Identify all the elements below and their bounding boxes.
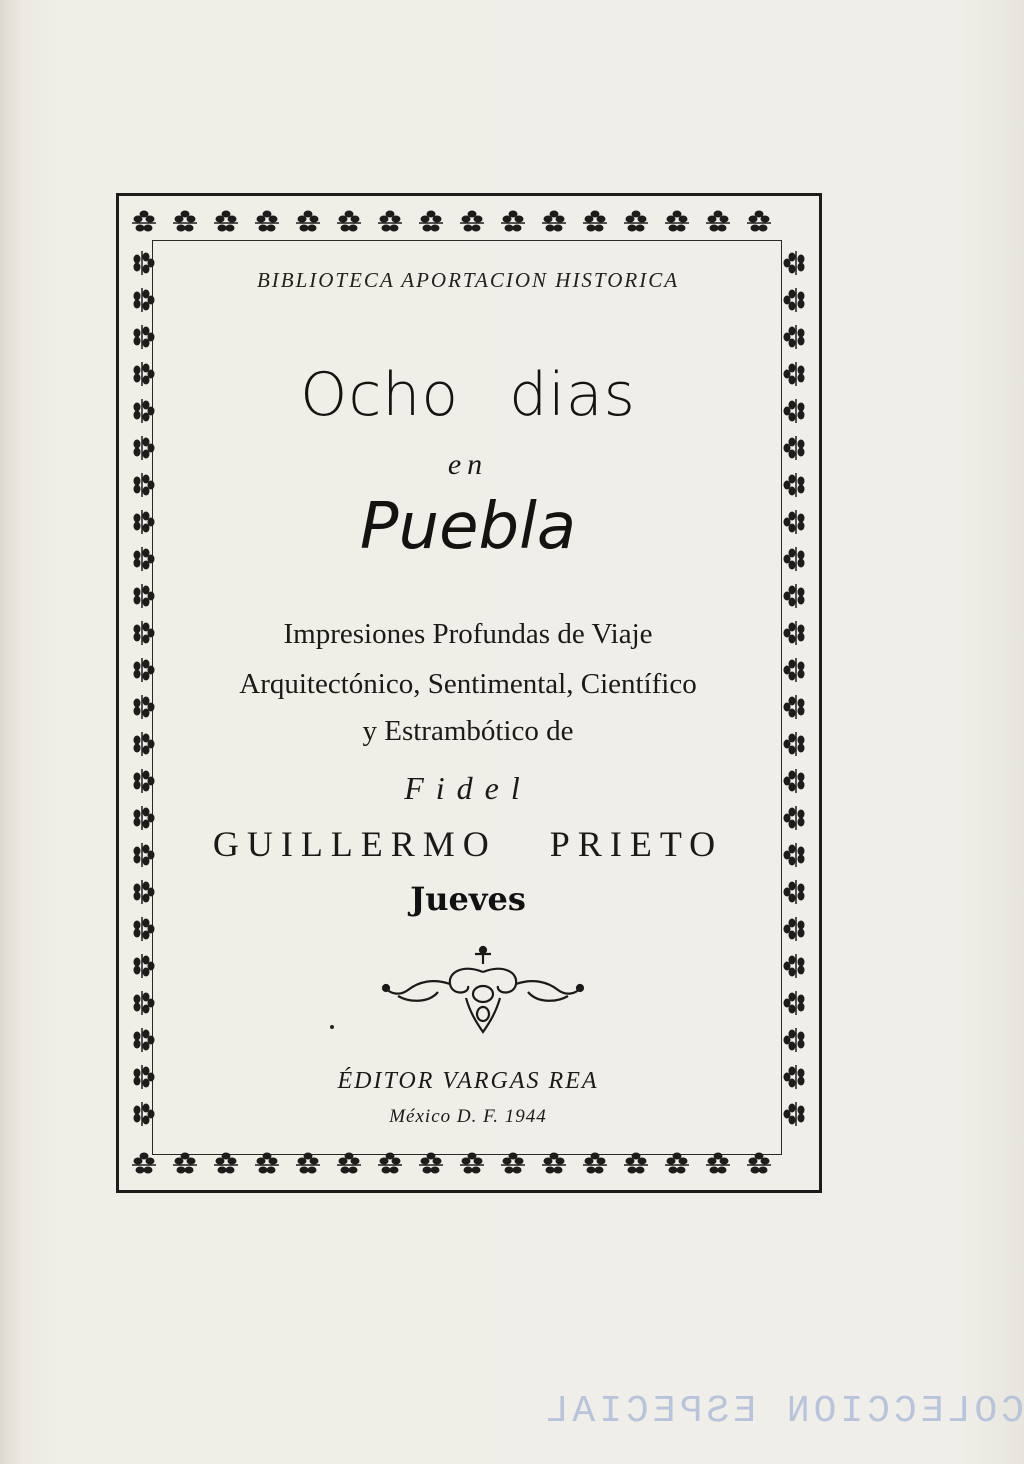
border-flower-icon [747, 211, 771, 231]
border-flower-icon [296, 211, 320, 231]
border-flower-icon [337, 211, 361, 231]
border-flower-icon [784, 991, 804, 1015]
border-flower-icon [460, 211, 484, 231]
subtitle-line-1: Impresiones Profundas de Viaje [283, 618, 653, 650]
border-flower-icon [501, 211, 525, 231]
border-flower-icon [378, 211, 402, 231]
border-flower-icon [583, 211, 607, 231]
place-and-date: México D. F. 1944 [389, 1106, 547, 1127]
author-name: GUILLERMO PRIETO [212, 824, 724, 864]
border-flower-icon [501, 1153, 525, 1173]
border-flower-icon [173, 1153, 197, 1173]
author-first-name: Fidel [404, 770, 532, 806]
border-flower-icon [706, 1153, 730, 1173]
publisher: ÉDITOR VARGAS REA [337, 1068, 599, 1094]
border-flower-icon [784, 1028, 804, 1052]
border-flower-icon [214, 211, 238, 231]
border-flower-icon [132, 211, 156, 231]
border-flower-icon [337, 1153, 361, 1173]
border-flower-icon [134, 325, 154, 349]
border-flower-icon [542, 1153, 566, 1173]
border-flower-icon [296, 1153, 320, 1173]
border-flower-icon [378, 1153, 402, 1173]
border-flower-icon [665, 1153, 689, 1173]
title-line-2: Puebla [359, 490, 577, 564]
border-flower-icon [134, 954, 154, 978]
border-flower-icon [255, 211, 279, 231]
border-flower-icon [665, 211, 689, 231]
border-flower-icon [784, 954, 804, 978]
ornament-icon [378, 942, 588, 1042]
subtitle-line-2: Arquitectónico, Sentimental, Científico [239, 668, 697, 700]
border-flower-icon [583, 1153, 607, 1173]
border-flower-icon [419, 211, 443, 231]
border-flower-icon [784, 917, 804, 941]
library-stamp: COLECCION ESPECIAL [541, 1390, 1024, 1433]
border-flower-icon [624, 211, 648, 231]
subtitle-line-3: y Estrambótico de [362, 715, 574, 747]
border-flower-icon [624, 1153, 648, 1173]
border-flower-icon [134, 917, 154, 941]
border-flower-icon [706, 211, 730, 231]
volume-day: Jueves [410, 880, 526, 918]
border-flower-icon [542, 211, 566, 231]
border-flower-icon [255, 1153, 279, 1173]
border-flower-icon [134, 584, 154, 608]
title-connector: en [447, 448, 489, 481]
series-name: BIBLIOTECA APORTACION HISTORICA [256, 268, 680, 292]
title-line-1: Ocho dias [300, 360, 636, 430]
border-flower-icon [460, 1153, 484, 1173]
border-flower-icon [173, 211, 197, 231]
border-flower-icon [784, 325, 804, 349]
border-flower-icon [132, 1153, 156, 1173]
border-flower-icon [784, 584, 804, 608]
border-flower-icon [419, 1153, 443, 1173]
ink-dot [330, 1025, 334, 1029]
border-flower-icon [214, 1153, 238, 1173]
border-flower-icon [134, 991, 154, 1015]
border-flower-icon [134, 1028, 154, 1052]
border-flower-icon [747, 1153, 771, 1173]
